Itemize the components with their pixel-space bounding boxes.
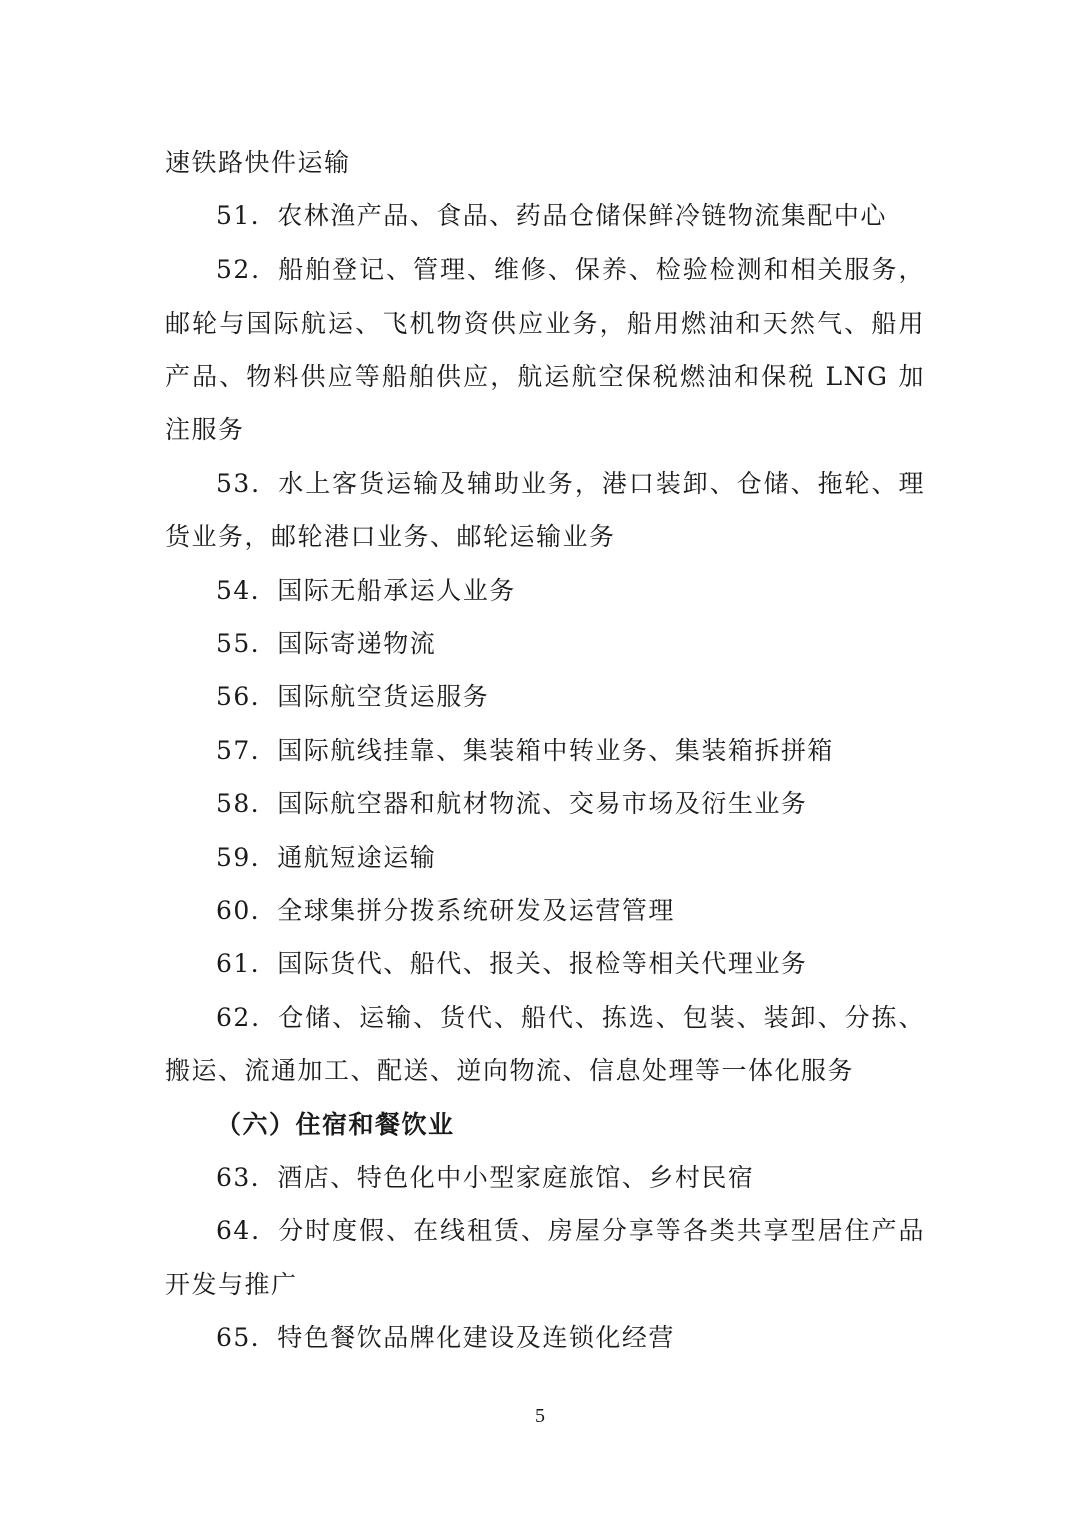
list-item-58: 58．国际航空器和航材物流、交易市场及衍生业务 [216, 789, 808, 818]
list-item-56: 56．国际航空货运服务 [216, 682, 490, 711]
list-item-57: 57．国际航线挂靠、集装箱中转业务、集装箱拆拼箱 [216, 736, 834, 765]
list-item-65: 65．特色餐饮品牌化建设及连锁化经营 [216, 1323, 675, 1352]
text-line: 开发与推广 [165, 1270, 298, 1299]
list-item-51: 51．农林渔产品、食品、药品仓储保鲜冷链物流集配中心 [216, 201, 887, 230]
page-number: 5 [535, 1405, 545, 1427]
list-item-60: 60．全球集拼分拨系统研发及运营管理 [216, 896, 675, 925]
list-item-61: 61．国际货代、船代、报关、报检等相关代理业务 [216, 949, 808, 978]
list-item-52: 52．船舶登记、管理、维修、保养、检验检测和相关服务， [216, 255, 925, 284]
text-line: 货业务，邮轮港口业务、邮轮运输业务 [165, 522, 616, 551]
list-item-59: 59．通航短途运输 [216, 843, 437, 872]
text-line: 注服务 [165, 415, 245, 444]
section-heading: （六）住宿和餐饮业 [216, 1110, 455, 1139]
text-line: 产品、物料供应等船舶供应，航运航空保税燃油和保税 LNG 加 [165, 362, 925, 391]
list-item-62: 62．仓储、运输、货代、船代、拣选、包装、装卸、分拣、 [216, 1003, 925, 1032]
list-item-53: 53．水上客货运输及辅助业务，港口装卸、仓储、拖轮、理 [216, 469, 925, 498]
list-item-64: 64．分时度假、在线租赁、房屋分享等各类共享型居住产品 [216, 1216, 925, 1245]
text-line: 邮轮与国际航运、飞机物资供应业务，船用燃油和天然气、船用 [165, 309, 925, 338]
list-item-54: 54．国际无船承运人业务 [216, 576, 516, 605]
list-item-55: 55．国际寄递物流 [216, 629, 437, 658]
list-item-63: 63．酒店、特色化中小型家庭旅馆、乡村民宿 [216, 1163, 755, 1192]
text-line: 搬运、流通加工、配送、逆向物流、信息处理等一体化服务 [165, 1056, 855, 1085]
text-line: 速铁路快件运输 [165, 148, 351, 177]
